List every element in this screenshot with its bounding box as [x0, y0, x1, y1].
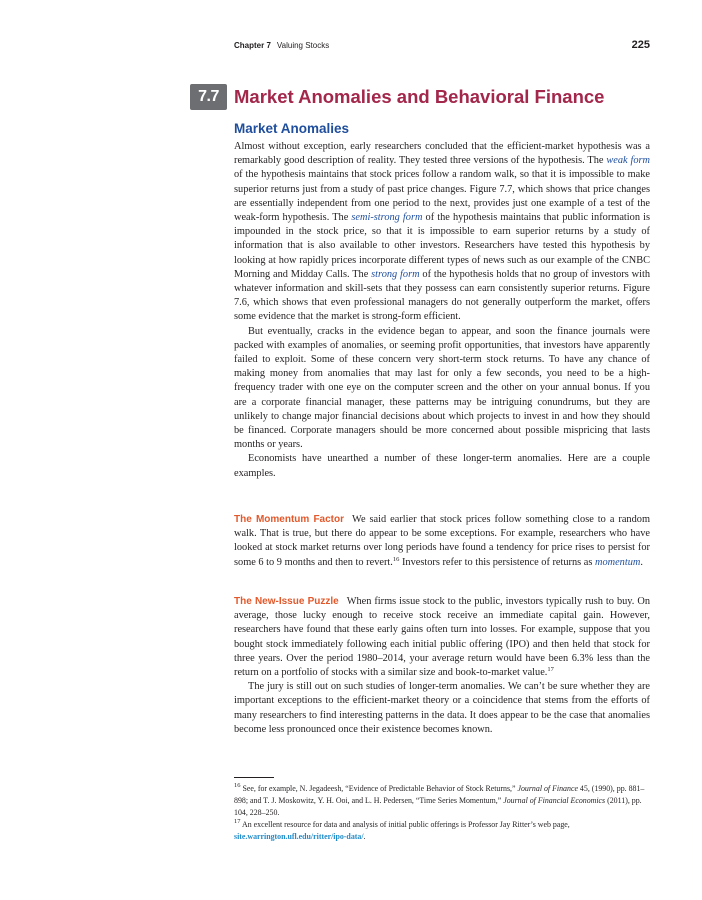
page-number: 225 — [631, 39, 650, 51]
ipo-data-link[interactable]: site.warrington.ufl.edu/ritter/ipo-data/ — [234, 832, 364, 841]
section-title: Market Anomalies and Behavioral Finance — [234, 86, 605, 107]
subheading: Market Anomalies — [234, 121, 350, 136]
chapter-number: Chapter 7 — [234, 41, 271, 50]
footnote-rule — [234, 777, 274, 778]
paragraph-longer-term: Economists have unearthed a number of these longer-term anomalies. Here are a couple examples. — [234, 453, 650, 479]
momentum-section — [234, 513, 650, 570]
paragraph-cracks: But eventually, cracks in the evidence began to appear, and soon the finance journals were packed with examples of anomalies, or seeming profit opportunities, that investors have apparently failed to exploit. Some of these concern very short-term stock returns. To have any chance of making money from anomalies that may last for only a few seconds, you need to be a high-frequency trader with one eye on the computer screen and the other on your annual bonus. If you are a corporate financial manager, these patterns may be intriguing conundrums, but they are unlikely to change major financial decisions about which projects to invest in and how they should be financed. Corporate managers should be more concerned about possible mispricing that lasts months or years. — [234, 325, 650, 451]
body-text-top — [234, 140, 650, 481]
run-in-head-momentum: The Momentum Factor — [234, 514, 345, 525]
run-in-head-new-issue: The New-Issue Puzzle — [234, 596, 339, 607]
term-semi-strong-form: semi-strong form — [351, 212, 423, 224]
term-momentum: momentum — [594, 556, 641, 568]
paragraph-momentum: The Momentum Factor We said earlier that stock prices follow something close to a random walk. That is true, but there do appear to be some exceptions. For example, researchers who have looked at stock market returns over long periods have found a tendency for price rises to persist for some 6 to 9 months and then to revert.$^{16}$ Investors refer to this persistence of returns as momentum. — [234, 514, 650, 568]
chapter-label — [234, 41, 329, 50]
footnote-16: $^{16}$ See, for example, N. Jegadeesh, “Evidence of Predictable Behavior of Stock Returns,” Journal of Finance 45, (1990), pp. 881–898; and T. J. Moskowitz, Y. H. Ooi, and L. H. Pedersen, “Time Series Momentum,” Journal of Financial Economics (2011), pp. 104, 228–250. — [234, 782, 645, 817]
footnote-ref-16[interactable]: 16 — [392, 555, 400, 563]
term-weak-form: weak form — [606, 155, 650, 167]
footnotes — [234, 783, 650, 843]
section-number-badge: 7.7 — [190, 84, 227, 110]
chapter-title: Valuing Stocks — [276, 41, 330, 50]
paragraph-new-issue: The New-Issue Puzzle When firms issue stock to the public, investors typically rush to buy. On average, those lucky enough to receive stock receive an immediate capital gain. However, researchers have found that these early gains often turn into losses. For example, suppose that you bought stock immediately following each initial public offering (IPO) and then held that stock for three years. Over the period 1980–2014, your average return would have been 6.3% less than the return on a portfolio of stocks with a similar size and book-to-market value.$^{17}$ — [234, 596, 650, 679]
paragraph-efficient-market: Almost without exception, early researchers concluded that the efficient-market hypothesis was a remarkably good description of reality. They tested three versions of the hypothesis. The weak form of the hypothesis maintains that stock prices follow a random walk, so that it is impossible to make superior returns just from a study of past price changes. Figure 7.7, which shows that price changes are essentially independent from one period to the next, provides just one example of a test of the weak-form hypothesis. The semi-strong form of the hypothesis maintains that public information is impounded in the stock price, so that it is impossible to earn superior returns by a study of information that is also available to other investors. Researchers have tested this hypothesis by looking at how rapidly prices incorporate different types of news such as our example of the CNBC Morning and Midday Calls. The strong form of the hypothesis holds that no group of investors with whatever information and skill-sets that they possess can earn consistently superior returns. Figure 7.6, which shows that even professional managers do not generally outperform the market, offers some evidence that the market is strong-form efficient. — [234, 141, 651, 323]
paragraph-jury: The jury is still out on such studies of longer-term anomalies. We can’t be sure whether they are important exceptions to the efficient-market theory or a coincidence that stems from the efforts of many researchers to find interesting patterns in the data. It does appear to be the case that anomalies become less pronounced once their existence becomes known. — [234, 681, 650, 735]
running-header — [234, 40, 650, 54]
footnote-ref-17[interactable]: 17 — [547, 666, 554, 674]
new-issue-section — [234, 595, 650, 737]
term-strong-form: strong form — [371, 268, 420, 280]
footnote-17: $^{17}$ An excellent resource for data and analysis of initial public offerings is Professor Jay Ritter’s web page, site.warrington.ufl.edu/ritter/ipo-data/. — [234, 818, 570, 841]
